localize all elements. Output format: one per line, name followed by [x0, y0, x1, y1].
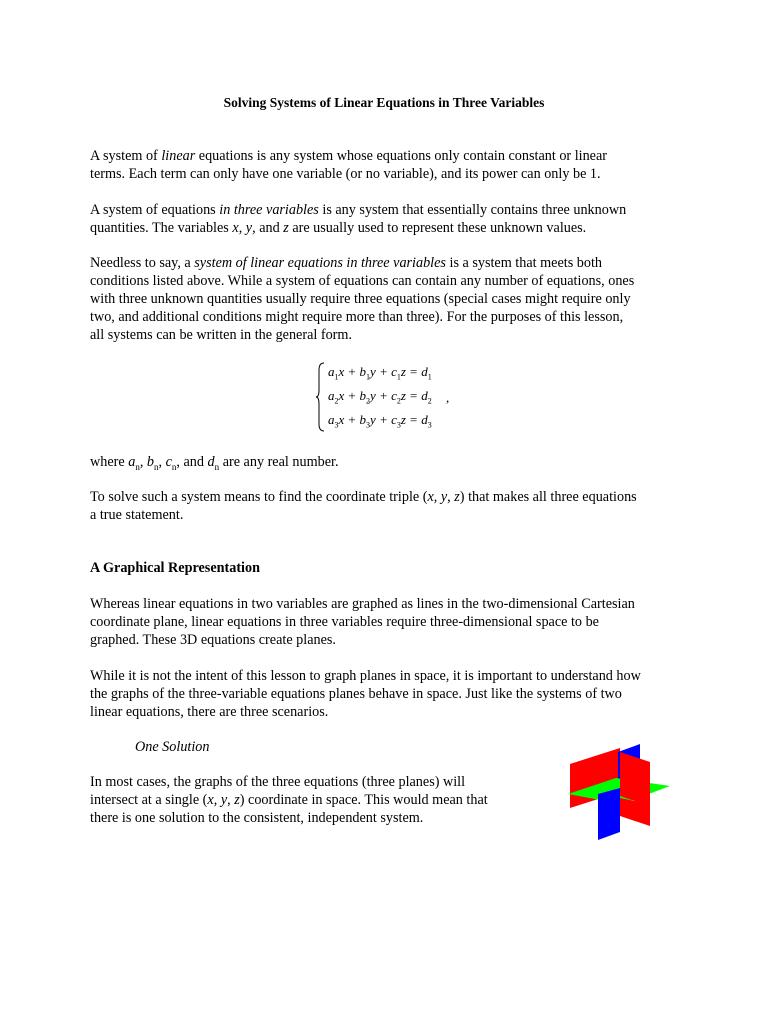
text-run: Needless to say, a: [90, 255, 195, 271]
paragraph-coefficients: [90, 453, 680, 476]
text-line: [90, 254, 680, 272]
text-run: , and: [252, 220, 284, 236]
blue-plane-front: [598, 788, 620, 840]
text-run: ,: [238, 220, 246, 236]
paragraph-graphing-intro: [90, 595, 680, 649]
text-line: two, and additional conditions might require more than three). For the purposes of this lesson,: [90, 309, 624, 325]
variable-z: z: [283, 220, 289, 236]
text-line: [90, 219, 680, 237]
variable-x: x: [232, 220, 239, 236]
text-line: conditions listed above. While a system of equations can contain any number of equations, ones: [90, 273, 635, 289]
text-line: In most cases, the graphs of the three equations (three planes) will: [90, 774, 466, 790]
text-run: is any system that essentially contains three unknown: [318, 202, 627, 218]
text-line: all systems can be written in the general form.: [90, 327, 352, 343]
text-run: are usually used to represent these unknown values.: [288, 220, 587, 236]
text-line: graphed. These 3D equations create planes.: [90, 632, 336, 648]
left-brace: [316, 362, 326, 432]
document-title: Solving Systems of Linear Equations in Three Variables: [223, 95, 545, 110]
text-line: terms. Each term can only have one variable (or no variable), and its power can only be 1.: [90, 166, 601, 182]
text-line: [90, 201, 680, 219]
equation-3: $a_3x + b_3y + c_3z = d_3$: [328, 412, 432, 430]
paragraph-one-solution: [90, 773, 530, 827]
text-line: the graphs of the three-variable equations planes behave in space. Just like the systems of two: [90, 686, 622, 702]
equation-1: $a_1x + b_1y + c_1z = d_1$: [328, 364, 432, 382]
equation-system: [316, 362, 476, 434]
text-run: is a system that meets both: [445, 255, 602, 271]
paragraph-linear-definition: [90, 147, 680, 183]
emphasis-linear: linear: [161, 148, 196, 164]
text-line: there is one solution to the consistent, independent system.: [90, 810, 424, 826]
text-line: a true statement.: [90, 507, 184, 523]
text-line: where $a_n$, $b_n$, $c_n$, and $d_n$ are any real number.: [90, 454, 339, 472]
text-run: A system of equations: [90, 202, 220, 218]
text-line: Whereas linear equations in two variables are graphed as lines in the two-dimensional Cartesian: [90, 596, 635, 612]
equation-comma: ,: [446, 390, 450, 405]
paragraph-system-description: [90, 254, 680, 344]
text-line: linear equations, there are three scenarios.: [90, 704, 329, 720]
text-line: intersect at a single (x, y, z) coordinate in space. This would mean that: [90, 792, 488, 808]
section-heading: A Graphical Representation: [90, 560, 260, 576]
text-run: equations is any system whose equations only contain constant or linear: [195, 148, 607, 164]
text-run: quantities. The variables: [90, 220, 233, 236]
equation-2: $a_2x + b_2y + c_2z = d_2$: [328, 388, 432, 406]
text-line: To solve such a system means to find the coordinate triple (x, y, z) that makes all three equations: [90, 489, 637, 505]
subheading-one-solution: One Solution: [135, 739, 210, 755]
variable-y: y: [245, 220, 253, 236]
paragraph-scenarios: [90, 667, 680, 721]
emphasis-system-term: system of linear equations in three variables: [194, 255, 446, 271]
text-line: with three unknown quantities usually require three equations (special cases might require only: [90, 291, 631, 307]
text-line: While it is not the intent of this lesson to graph planes in space, it is important to understand how: [90, 668, 641, 684]
text-run: A system of: [90, 148, 162, 164]
text-line: coordinate plane, linear equations in three variables require three-dimensional space to be: [90, 614, 599, 630]
emphasis-three-variables: in three variables: [219, 202, 319, 218]
intersecting-planes-illustration: [566, 742, 672, 842]
paragraph-three-variables-definition: [90, 201, 680, 237]
text-line: [90, 147, 680, 165]
paragraph-solve-meaning: [90, 488, 680, 524]
